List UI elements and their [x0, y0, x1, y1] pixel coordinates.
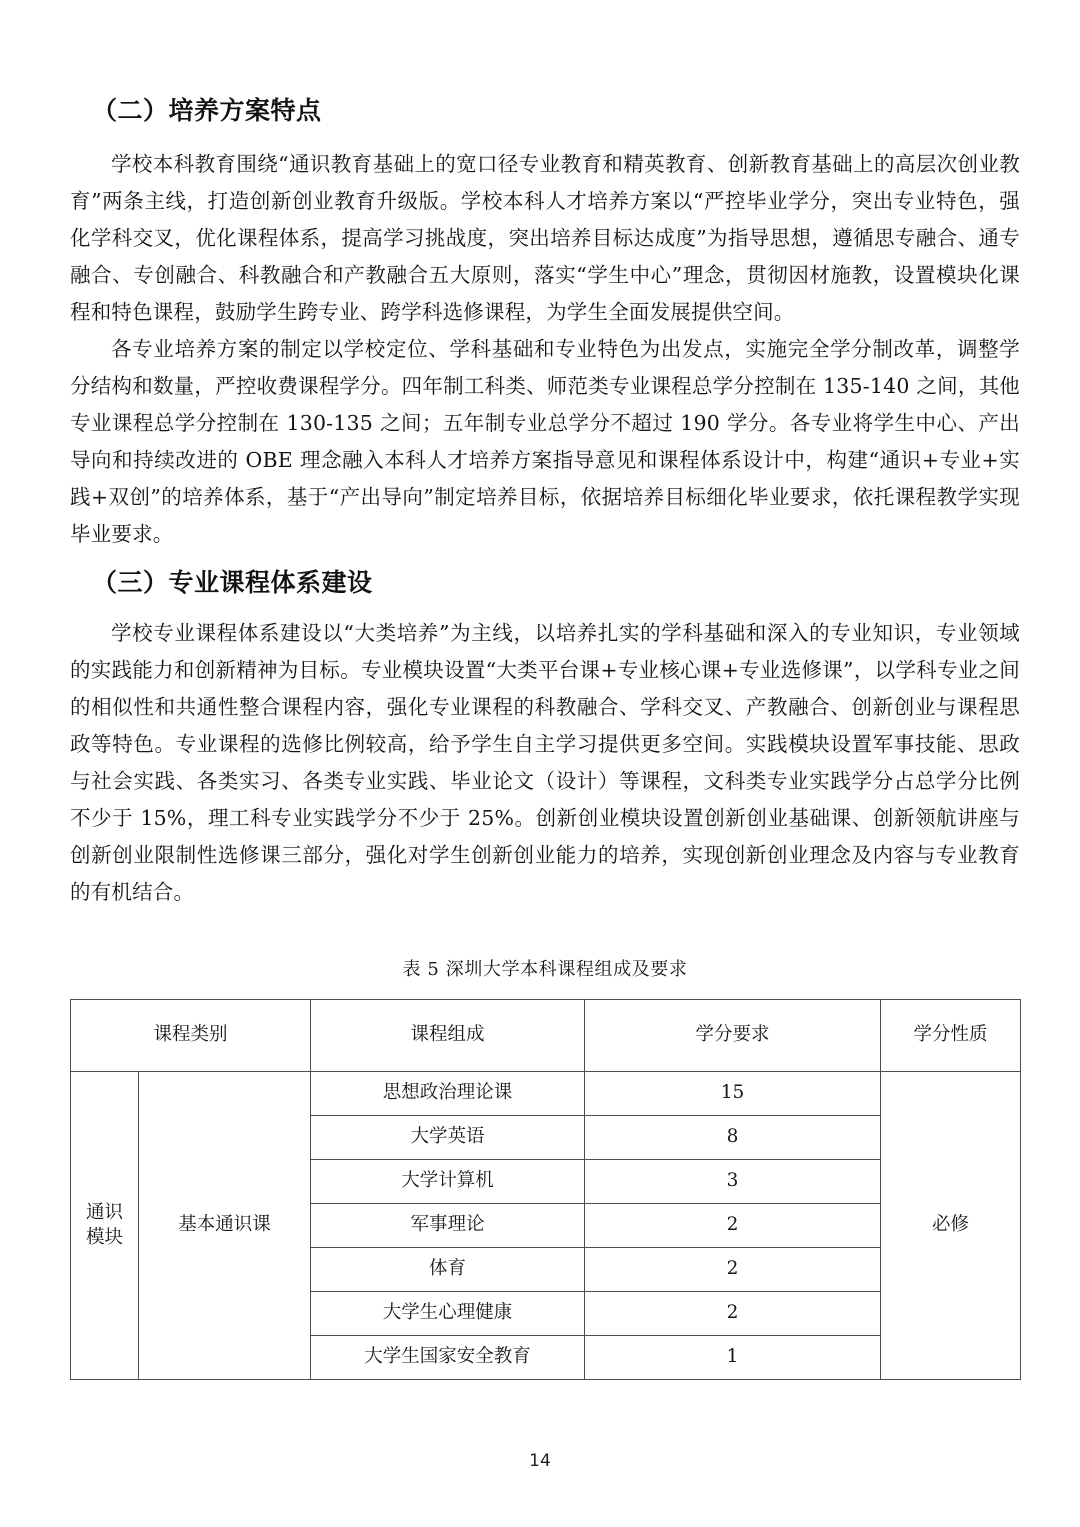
paragraph-2-2: 各专业培养方案的制定以学校定位、学科基础和专业特色为出发点，实施完全学分制改革，调整学分结构和数量，严控收费课程学分。四年制工科类、师范类专业课程总学分控制在 135-140 之间，其他专业课程总学分控制在 130-135 之间；五年制专业总学分不超过 190 学分。各专业将学生中心、产出导向和持续改进的 OBE 理念融入本科人才培养方案指导意见和课程体系设计中，构建“通识+专业+实践+双创”的培养体系，基于“产出导向”制定培养目标，依据培养目标细化毕业要求，依托课程教学实现毕业要求。	[70, 336, 1020, 546]
cell-course-name: 大学计算机	[311, 1160, 585, 1204]
header-course-category: 课程类别	[71, 1000, 311, 1072]
cell-course-name: 大学英语	[311, 1116, 585, 1160]
table-caption: 表 5 深圳大学本科课程组成及要求	[402, 959, 688, 980]
cell-credit-nature-required: 必修	[881, 1072, 1021, 1380]
cell-credit-value: 2	[585, 1292, 881, 1336]
header-course-composition: 课程组成	[311, 1000, 585, 1072]
cell-credit-value: 15	[585, 1072, 881, 1116]
cell-course-name: 思想政治理论课	[311, 1072, 585, 1116]
page-number: 14	[529, 1451, 551, 1471]
section-heading-2: （二）培养方案特点	[92, 96, 322, 125]
table-body	[71, 1072, 1021, 1380]
cell-course-name: 大学生国家安全教育	[311, 1336, 585, 1380]
table-header-row	[71, 1000, 1021, 1072]
cell-credit-value: 3	[585, 1160, 881, 1204]
course-composition-table	[70, 999, 1021, 1380]
paragraph-2-1: 学校本科教育围绕“通识教育基础上的宽口径专业教育和精英教育、创新教育基础上的高层次创业教育”两条主线，打造创新创业教育升级版。学校本科人才培养方案以“严控毕业学分，突出专业特色，强化学科交叉，优化课程体系，提高学习挑战度，突出培养目标达成度”为指导思想，遵循思专融合、通专融合、专创融合、科教融合和产教融合五大原则，落实“学生中心”理念，贯彻因材施教，设置模块化课程和特色课程，鼓励学生跨专业、跨学科选修课程，为学生全面发展提供空间。	[70, 151, 1020, 324]
cell-credit-value: 2	[585, 1248, 881, 1292]
cell-credit-value: 8	[585, 1116, 881, 1160]
cell-course-name: 体育	[311, 1248, 585, 1292]
header-credit-requirement: 学分要求	[585, 1000, 881, 1072]
paragraph-3-1: 学校专业课程体系建设以“大类培养”为主线，以培养扎实的学科基础和深入的专业知识，专业领域的实践能力和创新精神为目标。专业模块设置“大类平台课+专业核心课+专业选修课”，以学科专业之间的相似性和共通性整合课程内容，强化专业课程的科教融合、学科交叉、产教融合、创新创业与课程思政等特色。专业课程的选修比例较高，给予学生自主学习提供更多空间。实践模块设置军事技能、思政与社会实践、各类实习、各类专业实践、毕业论文（设计）等课程，文科类专业实践学分占总学分比例不少于 15%，理工科专业实践学分不少于 25%。创新创业模块设置创新创业基础课、创新领航讲座与创新创业限制性选修课三部分，强化对学生创新创业能力的培养，实现创新创业理念及内容与专业教育的有机结合。	[70, 621, 1020, 904]
cell-credit-value: 2	[585, 1204, 881, 1248]
header-credit-nature: 学分性质	[881, 1000, 1021, 1072]
module-label-line-1: 通识	[85, 1202, 123, 1224]
cell-course-name: 军事理论	[311, 1204, 585, 1248]
table-row	[71, 1072, 1021, 1116]
cell-module-general-education	[71, 1072, 139, 1380]
section-heading-3: （三）专业课程体系建设	[92, 567, 373, 597]
module-label-line-2: 模块	[85, 1226, 123, 1248]
cell-credit-value: 1	[585, 1336, 881, 1380]
cell-group-basic-general-course: 基本通识课	[139, 1072, 311, 1380]
cell-course-name: 大学生心理健康	[311, 1292, 585, 1336]
